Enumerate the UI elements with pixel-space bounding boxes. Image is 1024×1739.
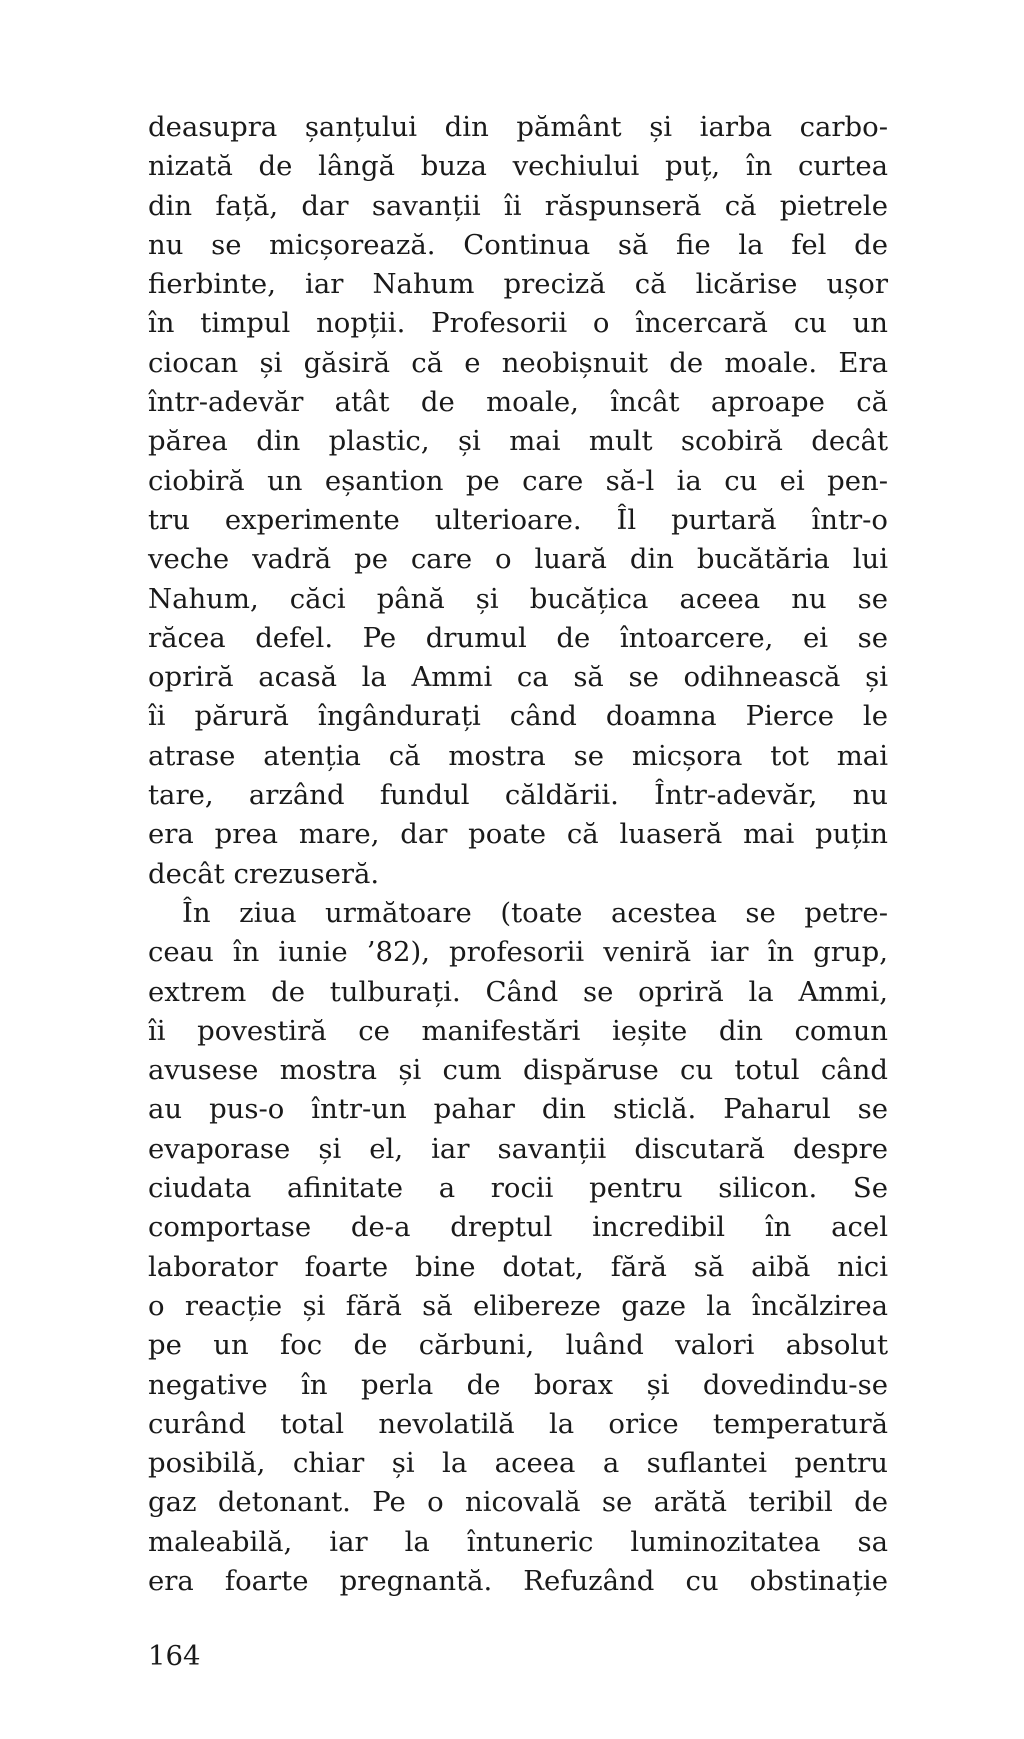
- text-line: era prea mare, dar poate că luaseră mai puțin: [148, 818, 888, 851]
- text-line: negative în perla de borax și dovedindu-se: [148, 1368, 888, 1401]
- text-line: tru experimente ulterioare. Îl purtară într-o: [148, 503, 888, 536]
- text-line: fierbinte, iar Nahum preciză că licărise ușor: [148, 268, 888, 301]
- text-line: avusese mostra și cum dispăruse cu totul când: [148, 1054, 888, 1087]
- text-line: maleabilă, iar la întuneric luminozitatea sa: [148, 1525, 888, 1558]
- text-line: nu se micșorează. Continua să fie la fel de: [148, 228, 888, 261]
- text-line: laborator foarte bine dotat, fără să aibă nici: [148, 1250, 888, 1283]
- text-line: Nahum, căci până și bucățica aceea nu se: [148, 582, 888, 615]
- body-text: [148, 108, 888, 1601]
- text-line: atrase atenția că mostra se micșora tot mai: [148, 739, 888, 772]
- text-line: gaz detonant. Pe o nicovală se arătă teribil de: [148, 1486, 888, 1519]
- text-line: au pus-o într-un pahar din sticlă. Paharul se: [148, 1093, 888, 1126]
- text-line: ciobiră un eșantion pe care să-l ia cu ei pen-: [148, 464, 888, 497]
- text-line: evaporase și el, iar savanții discutară despre: [148, 1132, 888, 1165]
- text-line: părea din plastic, și mai mult scobiră decât: [148, 425, 888, 458]
- text-line: extrem de tulburați. Când se opriră la Ammi,: [148, 975, 888, 1008]
- text-line: ceau în iunie ’82), profesorii veniră iar în grup,: [148, 936, 888, 969]
- text-line: veche vadră pe care o luară din bucătăria lui: [148, 543, 888, 576]
- text-line: comportase de-a dreptul incredibil în acel: [148, 1211, 888, 1244]
- text-line: ciudata afinitate a rocii pentru silicon. Se: [148, 1172, 888, 1205]
- text-line: într-adevăr atât de moale, încât aproape că: [148, 386, 888, 419]
- text-line: o reacție și fără să elibereze gaze la încălzirea: [148, 1289, 888, 1322]
- text-line: îi părură îngândurați când doamna Pierce le: [148, 700, 888, 733]
- text-line: tare, arzând fundul căldării. Într-adevăr, nu: [148, 779, 888, 812]
- text-line: opriră acasă la Ammi ca să se odihnească și: [148, 661, 888, 694]
- text-line: ciocan și găsiră că e neobișnuit de moale. Era: [148, 346, 888, 379]
- text-line: răcea defel. Pe drumul de întoarcere, ei se: [148, 621, 888, 654]
- text-line: din față, dar savanții îi răspunseră că pietrele: [148, 189, 888, 222]
- text-line: în timpul nopții. Profesorii o încercară cu un: [148, 307, 888, 340]
- text-line: nizată de lângă buza vechiului puț, în curtea: [148, 150, 888, 183]
- text-line: posibilă, chiar și la aceea a suflantei pentru: [148, 1447, 888, 1480]
- paragraph-end-line: decât crezuseră.: [148, 857, 380, 890]
- text-line: îi povestiră ce manifestări ieșite din comun: [148, 1014, 888, 1047]
- text-line: era foarte pregnantă. Refuzând cu obstinație: [148, 1564, 888, 1597]
- text-line: curând total nevolatilă la orice temperatură: [148, 1407, 888, 1440]
- page-number: 164: [148, 1640, 201, 1672]
- paragraph-start-line: În ziua următoare (toate acestea se petre-: [182, 896, 888, 929]
- text-line: deasupra șanțului din pământ și iarba carbo-: [148, 111, 888, 143]
- text-line: pe un foc de cărbuni, luând valori absolut: [148, 1329, 888, 1362]
